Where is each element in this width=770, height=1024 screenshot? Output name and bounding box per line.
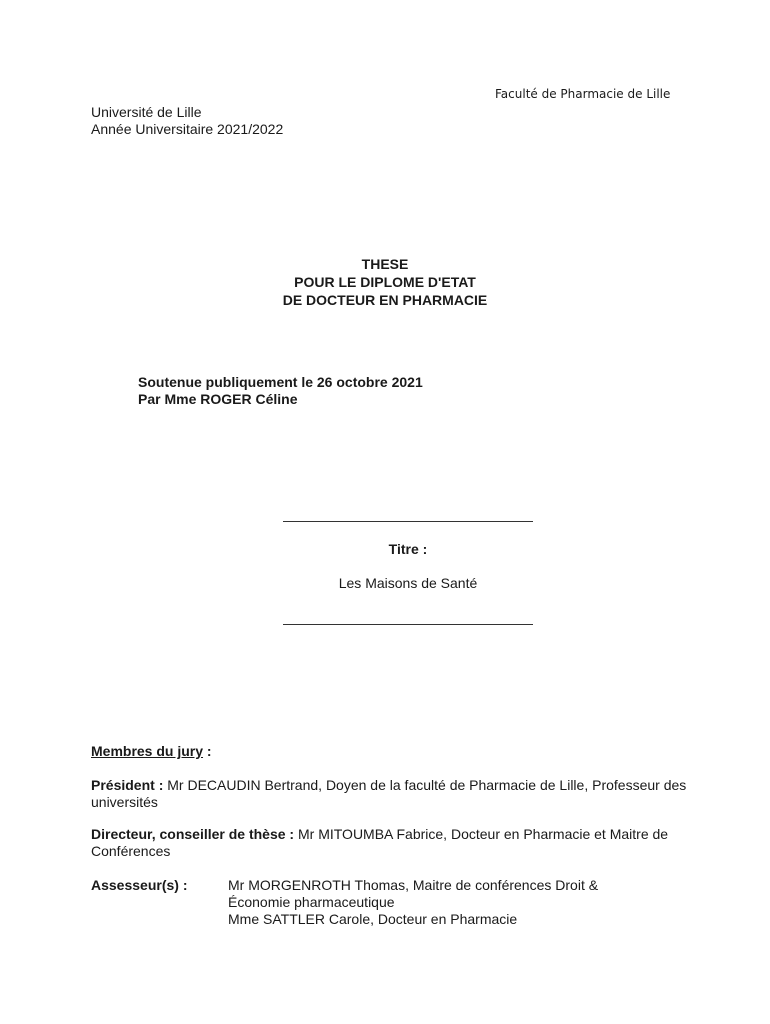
assessor-line: Mme SATTLER Carole, Docteur en Pharmacie <box>228 911 518 927</box>
university-name: Université de Lille <box>91 104 202 120</box>
jury-heading <box>91 743 212 759</box>
title-label: Titre : <box>388 541 428 557</box>
academic-year: Année Universitaire 2021/2022 <box>91 121 284 137</box>
president-text: Mr DECAUDIN Bertrand, Doyen de la faculté de Pharmacie de Lille, Professeur des universités <box>91 777 687 810</box>
title-value: Les Maisons de Santé <box>338 575 478 591</box>
defense-date: Soutenue publiquement le 26 octobre 2021 <box>138 374 423 390</box>
jury-heading-text: Membres du jury <box>91 743 204 759</box>
assessor-line: Mr MORGENROTH Thomas, Maitre de conférences Droit & <box>228 877 599 893</box>
title-divider-bottom <box>283 624 533 625</box>
title-divider-top <box>283 521 533 522</box>
thesis-line-2: POUR LE DIPLOME D'ETAT <box>294 274 476 290</box>
jury-heading-colon: : <box>203 743 212 759</box>
university-block <box>91 104 283 138</box>
thesis-line-3: DE DOCTEUR EN PHARMACIE <box>282 292 488 308</box>
thesis-line-1: THESE <box>361 256 409 272</box>
president-label: Président : <box>91 777 164 793</box>
thesis-heading <box>0 255 770 309</box>
jury-president <box>91 777 691 811</box>
faculty-name: Faculté de Pharmacie de Lille <box>495 87 671 101</box>
assessor-line: Économie pharmaceutique <box>228 894 395 910</box>
defense-block <box>138 374 423 408</box>
assessor-label: Assesseur(s) : <box>91 877 188 893</box>
defense-author: Par Mme ROGER Céline <box>138 391 298 407</box>
jury-director <box>91 826 691 860</box>
director-text: Mr MITOUMBA Fabrice, Docteur en Pharmacie et Maitre de Conférences <box>91 826 669 859</box>
assessor-list <box>228 877 668 928</box>
director-label: Directeur, conseiller de thèse : <box>91 826 295 842</box>
